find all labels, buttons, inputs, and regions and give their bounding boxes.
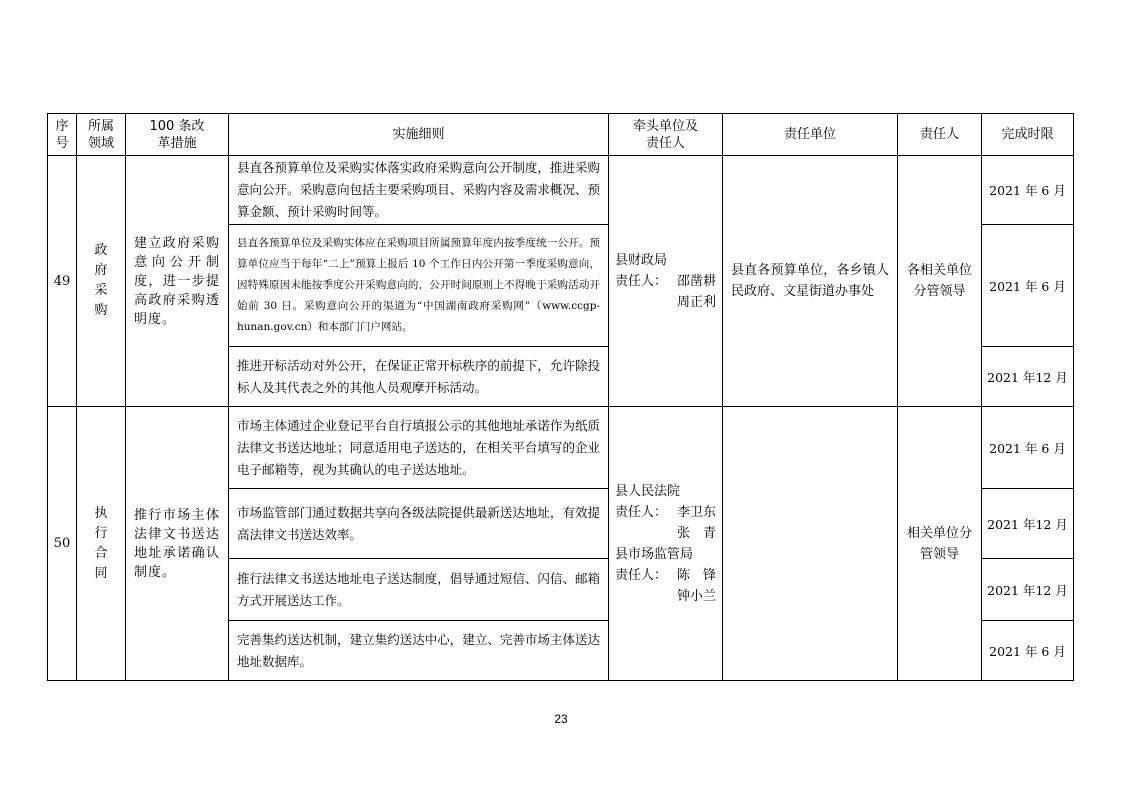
- lead-unit-cell: [609, 407, 723, 681]
- row-seq: 50: [48, 407, 77, 681]
- lead-person-name: 邵凿耕: [676, 273, 716, 289]
- lead-person-name: 陈 锋: [676, 567, 716, 583]
- detail-cell: 推进开标活动对外公开，在保证正常开标秩序的前提下，允许除投标人及其代表之外的其他人员观摩开标活动。: [229, 347, 609, 407]
- header-deadline: 完成时限: [982, 114, 1074, 156]
- table-row: [48, 407, 1074, 489]
- deadline-cell: 2021 年 6 月: [982, 225, 1074, 347]
- page-number: 23: [554, 712, 568, 726]
- table-header-row: [48, 114, 1074, 156]
- header-seq: 序号: [48, 114, 77, 156]
- lead-unit-name: 县财政局: [615, 252, 668, 268]
- deadline-cell: 2021 年 6 月: [982, 621, 1074, 681]
- lead-person-label: 责任人：: [615, 504, 668, 520]
- detail-cell: 县直各预算单位及采购实体应在采购项目所属预算年度内按季度统一公开。预算单位应当于每年“二上”预算上报后 10 个工作日内公开第一季度采购意向，因特殊原因未能按季度公开采购意向的，公开时间原则上不得晚于采购活动开始前 30 日。采购意向公开的渠道为“中国湖南政府采购网”（www.ccgp-hunan.gov.cn）和本部门门户网站。: [229, 225, 609, 347]
- lead-unit-name: 县人民法院: [615, 483, 681, 499]
- lead-person-name: 李卫东: [676, 504, 716, 520]
- lead-person-name: 钟小兰: [676, 588, 716, 604]
- lead-person-label: 责任人：: [615, 273, 668, 289]
- header-resp-unit: 责任单位: [723, 114, 898, 156]
- lead-person-name: 张 青: [676, 525, 716, 541]
- deadline-cell: 2021 年 6 月: [982, 407, 1074, 489]
- row-area: 执行合同: [77, 407, 126, 681]
- table-row: [48, 156, 1074, 225]
- row-measure: 建立政府采购意向公开制度，进一步提高政府采购透明度。: [126, 156, 229, 407]
- lead-person-label: 责任人：: [615, 567, 668, 583]
- responsible-unit-cell: 县直各预算单位，各乡镇人民政府、文星街道办事处: [723, 156, 898, 407]
- responsible-person-cell: 相关单位分管领导: [898, 407, 982, 681]
- lead-unit-name: 县市场监管局: [615, 546, 694, 562]
- deadline-cell: 2021 年12 月: [982, 559, 1074, 621]
- row-measure: 推行市场主体法律文书送达地址承诺确认制度。: [126, 407, 229, 681]
- detail-cell: 市场监管部门通过数据共享向各级法院提供最新送达地址，有效提高法律文书送达效率。: [229, 489, 609, 559]
- header-measure: 100 条改革措施: [126, 114, 229, 156]
- detail-cell: 市场主体通过企业登记平台自行填报公示的其他地址承诺作为纸质法律文书送达地址；同意适用电子送达的，在相关平台填写的企业电子邮箱等，视为其确认的电子送达地址。: [229, 407, 609, 489]
- responsible-unit-cell: [723, 407, 898, 681]
- detail-cell: 县直各预算单位及采购实体落实政府采购意向公开制度，推进采购意向公开。采购意向包括主要采购项目、采购内容及需求概况、预算金额、预计采购时间等。: [229, 156, 609, 225]
- deadline-cell: 2021 年12 月: [982, 347, 1074, 407]
- header-lead: 牵头单位及责任人: [609, 114, 723, 156]
- lead-person-name: 周正利: [676, 294, 716, 310]
- header-person: 责任人: [898, 114, 982, 156]
- row-area: 政府采购: [77, 156, 126, 407]
- header-detail: 实施细则: [229, 114, 609, 156]
- reform-measures-table: [47, 113, 1074, 681]
- detail-cell: 推行法律文书送达地址电子送达制度，倡导通过短信、闪信、邮箱方式开展送达工作。: [229, 559, 609, 621]
- deadline-cell: 2021 年 6 月: [982, 156, 1074, 225]
- row-seq: 49: [48, 156, 77, 407]
- responsible-person-cell: 各相关单位分管领导: [898, 156, 982, 407]
- deadline-cell: 2021 年12 月: [982, 489, 1074, 559]
- detail-cell: 完善集约送达机制，建立集约送达中心，建立、完善市场主体送达地址数据库。: [229, 621, 609, 681]
- lead-unit-cell: [609, 156, 723, 407]
- header-area: 所属领域: [77, 114, 126, 156]
